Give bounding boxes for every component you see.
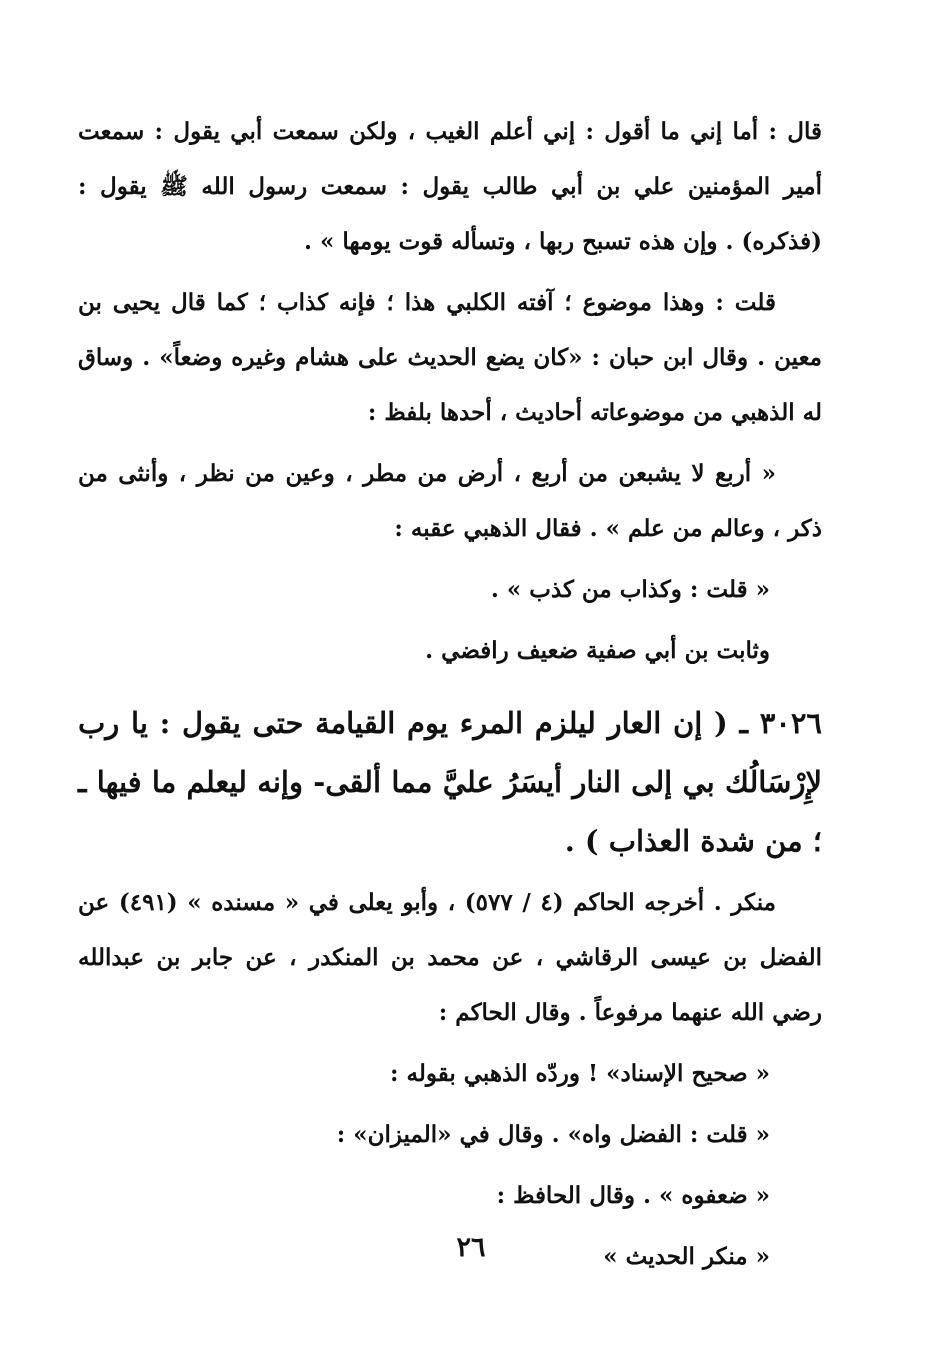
paragraph-thabit-note: وثابت بن أبي صفية ضعيف رافضي . bbox=[425, 637, 770, 664]
page-body bbox=[78, 104, 822, 1290]
paragraph-narration: قال : أما إني ما أقول : إني أعلم الغيب ، ولكن سمعت أبي يقول : سمعت أمير المؤمنين علي بن أبي طالب يقول : سمعت رسول الله ﷺ يقول : (فذكره) . وإن هذه تسبح ربها ، وتسأله قوت يومها » . bbox=[78, 118, 822, 255]
paragraph-dhahabi-quote: « قلت : وكذاب من كذب » . bbox=[490, 576, 770, 603]
paragraph-commentary: قلت : وهذا موضوع ؛ آفته الكلبي هذا ؛ فإنه كذاب ؛ كما قال يحيى بن معين . وقال ابن حبان : «كان يضع الحديث على هشام وغيره وضعاً» . وساق له الذهبي من موضوعاته أحاديث ، أحدها بلفظ : bbox=[78, 289, 822, 426]
paragraph-dhahabi-reply: « قلت : الفضل واه» . وقال في «الميزان» : bbox=[336, 1121, 770, 1148]
paragraph-quoted-hadith: « أربع لا يشبعن من أربع ، أرض من مطر ، وعين من نظر ، وأنثى من ذكر ، وعالم من علم » . فقال الذهبي عقبه : bbox=[78, 460, 822, 542]
page-number: ٢٦ bbox=[456, 1232, 486, 1263]
hadith-heading: ٣٠٢٦ ـ ( إن العار ليلزم المرء يوم القيامة حتى يقول : يا رب لإِرْسَالُك بي إلى النار أيسَرُ عليَّ مما ألقى- وإنه ليعلم ما فيها ـ ؛ من شدة العذاب ) . bbox=[78, 706, 822, 858]
paragraph-hakim-quote: « صحيح الإسناد» ! وردّه الذهبي بقوله : bbox=[390, 1060, 770, 1087]
paragraph-hafiz-quote: « منكر الحديث » bbox=[603, 1243, 770, 1270]
paragraph-mizan-quote: « ضعفوه » . وقال الحافظ : bbox=[496, 1182, 770, 1209]
paragraph-takhrij: منكر . أخرجه الحاكم (٤ / ٥٧٧) ، وأبو يعلى في « مسنده » (٤٩١) عن الفضل بن عيسى الرقاشي ، عن محمد بن المنكدر ، عن جابر بن عبدالله رضي الله عنهما مرفوعاً . وقال الحاكم : bbox=[78, 889, 822, 1026]
